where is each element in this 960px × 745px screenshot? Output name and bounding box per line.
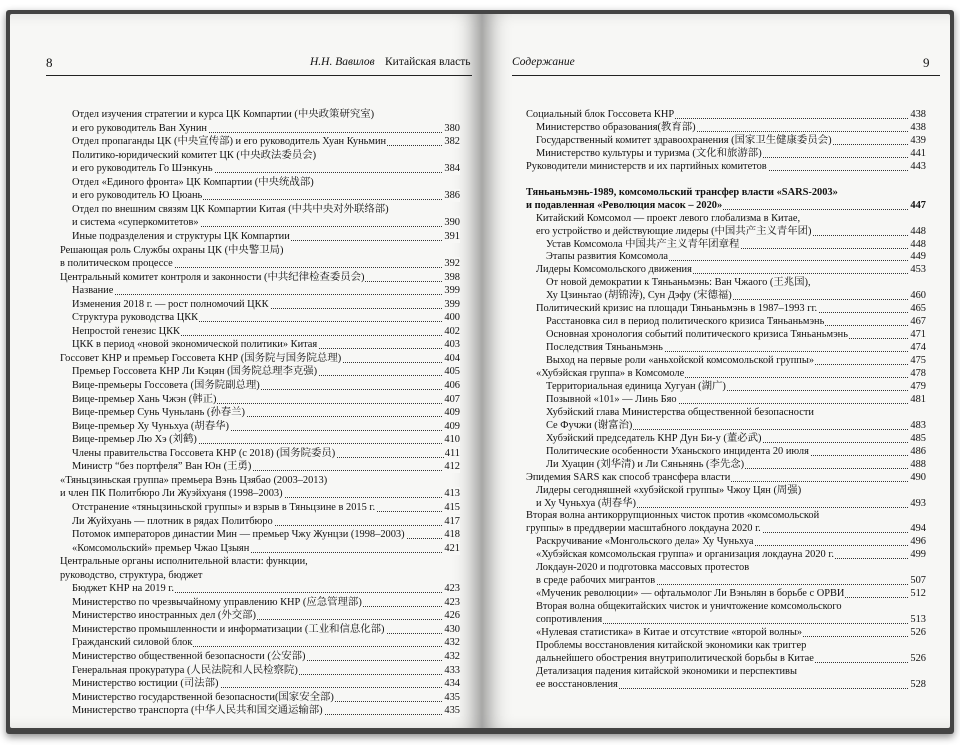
- toc-entry-page: 438: [910, 109, 926, 120]
- toc-entry-title: и его руководитель Ван Хунин: [72, 122, 207, 134]
- toc-entry-title: «Хубэйская группа» в Комсомоле: [536, 368, 685, 379]
- toc-entry-title: Министерство транспорта (中华人民共和国交通运输部): [72, 705, 323, 717]
- toc-entry-title: Центральный комитет контроля и законности (中共纪律检查委员会): [60, 271, 365, 283]
- toc-row: [526, 522, 926, 535]
- toc-entry-title: Структура руководства ЦКК: [72, 312, 199, 324]
- toc-entry-title: Министерство культуры и туризма (文化和旅游部): [536, 147, 762, 159]
- toc-row: [60, 555, 460, 568]
- toc-entry-title: дальнейшего обострения внутриполитической борьбы в Китае: [536, 652, 814, 664]
- toc-entry-title: группы» в преддверии масштабного локдауна 2020 г.: [526, 523, 761, 535]
- toc-row: [536, 639, 926, 652]
- toc-row: [546, 432, 926, 445]
- toc-entry-title: и член ПК Политбюро Ли Жуэйхуаня (1998–2003): [60, 488, 283, 500]
- toc-row: [536, 134, 926, 147]
- toc-row: [536, 587, 926, 600]
- toc-row: [72, 189, 460, 202]
- toc-entry-title: Политические особенности Уханьского инцидента 20 июля: [546, 445, 809, 457]
- toc-entry-page: 443: [910, 160, 926, 172]
- toc-entry-title: «Тяньцзиньская группа» премьера Вэнь Цзябао (2003–2013): [60, 474, 328, 486]
- toc-row: [536, 652, 926, 665]
- toc-entry-title: Отдел пропаганды ЦК (中央宣传部) и его руководитель Хуан Куньмин: [72, 136, 387, 148]
- toc-entry-page: 409: [444, 407, 460, 419]
- toc-entry-title: «Хубэйская комсомольская группа» и организация локдауна 2020 г.: [536, 549, 835, 561]
- toc-entry-page: 407: [444, 393, 460, 405]
- toc-entry-page: 404: [444, 352, 460, 364]
- toc-row: [72, 108, 460, 121]
- toc-entry-page: 380: [444, 122, 460, 134]
- running-head-title: Китайская власть: [385, 56, 471, 68]
- toc-entry-page: 434: [444, 678, 460, 690]
- toc-entry-title: Вице-премьер Лю Хэ (刘鹤): [72, 434, 197, 446]
- toc-entry-title: Руководители министерств и их партийных комитетов: [526, 160, 767, 172]
- toc-entry-page: 426: [444, 610, 460, 622]
- toc-row: [72, 691, 460, 704]
- toc-row: [526, 173, 926, 186]
- toc-entry-title: Локдаун-2020 и подготовка массовых протестов: [536, 562, 750, 574]
- toc-row: [526, 108, 926, 121]
- toc-entry-page: 438: [910, 121, 926, 133]
- toc-row: [536, 678, 926, 691]
- toc-row: [546, 380, 926, 393]
- toc-entry-title: Госсовет КНР и премьер Госсовета КНР (国务院与国务院总理): [60, 352, 342, 364]
- toc-entry-title: Члены правительства Госсовета КНР (с 2018) (国务院委员): [72, 447, 336, 459]
- toc-entry-title: Непростой генезис ЦКК: [72, 325, 180, 337]
- toc-row: [536, 121, 926, 134]
- toc-row: [72, 433, 460, 446]
- toc-entry-page: 398: [444, 271, 460, 283]
- toc-entry-page: 406: [444, 380, 460, 391]
- toc-entry-page: 448: [910, 238, 926, 250]
- toc-row: [72, 677, 460, 690]
- toc-entry-page: 433: [444, 664, 460, 676]
- toc-row: [72, 515, 460, 528]
- toc-entry-title: Китайский Комсомол — проект левого глобализма в Китае,: [536, 212, 801, 224]
- header-rule: [46, 75, 472, 76]
- toc-entry-page: 479: [910, 380, 926, 392]
- toc-entry-title: Позывной «101» — Линь Бяо: [546, 393, 677, 405]
- running-head-author: Н.Н. Вавилов: [310, 56, 375, 68]
- toc-row: [72, 623, 460, 636]
- toc-row: [72, 609, 460, 622]
- toc-entry-page: 441: [910, 147, 926, 159]
- toc-entry-title: Министерство иностранных дел (外交部): [72, 610, 256, 622]
- toc-entry-page: 400: [444, 312, 460, 324]
- toc-entry-title: Потомок императоров династии Мин — премьер Чжу Жунцзи (1998–2003): [72, 529, 405, 541]
- toc-entry-page: 481: [910, 393, 926, 405]
- toc-entry-title: Территориальная единица Хугуан (湖广): [546, 380, 726, 392]
- toc-entry-title: Отдел «Единого фронта» ЦК Компартии (中央统战部): [72, 176, 314, 188]
- toc-entry-title: Вторая волна антикоррупционных чисток против «комсомольской: [526, 510, 820, 522]
- toc-entry-title: «Мученик революции» — офтальмолог Ли Вэньлян в борьбе с ОРВИ: [536, 588, 845, 600]
- toc-entry-title: его устройство и действующие лидеры (中国共产主义青年团): [536, 225, 812, 237]
- toc-entry-page: 417: [444, 515, 460, 527]
- toc-entry-title: и его руководитель Го Шэнкунь: [72, 163, 213, 175]
- toc-entry-title: Эпидемия SARS как способ трансфера власти: [526, 471, 731, 483]
- toc-entry-page: 448: [910, 225, 926, 237]
- toc-row: [536, 147, 926, 160]
- toc-entry-title: руководство, структура, бюджет: [60, 569, 203, 581]
- toc-entry-title: сопротивления: [536, 614, 603, 626]
- toc-entry-page: 526: [910, 627, 926, 638]
- toc-entry-title: Отстранение «тяньцзиньской группы» и взрыв в Тяньцзине в 2015 г.: [72, 501, 376, 513]
- toc-entry-title: Социальный блок Госсовета КНР: [526, 109, 675, 120]
- toc-entry-page: 384: [444, 163, 460, 175]
- toc-entry-page: 486: [910, 445, 926, 457]
- toc-row: [72, 162, 460, 175]
- toc-row: [72, 420, 460, 433]
- toc-row: [60, 569, 460, 582]
- toc-entry-page: 412: [444, 461, 460, 473]
- running-head-section: Содержание: [512, 56, 575, 68]
- toc-row: [546, 238, 926, 251]
- toc-row: [60, 487, 460, 500]
- toc-entry-page: 418: [444, 529, 460, 541]
- toc-row: [72, 664, 460, 677]
- toc-entry-title: Министерство юстиции (司法部): [72, 678, 219, 690]
- toc-entry-title: Хубэйский глава Министерства общественной безопасности: [546, 406, 814, 418]
- toc-row: [72, 216, 460, 229]
- toc-entry-title: Лидеры Комсомольского движения: [536, 264, 692, 276]
- toc-entry-title: и система «суперкомитетов»: [72, 217, 199, 229]
- toc-row: [72, 365, 460, 378]
- toc-entry-page: 399: [444, 298, 460, 310]
- toc-entry-title: Выход на первые роли «аньхойской комсомольской группы»: [546, 355, 815, 367]
- toc-row: [526, 160, 926, 173]
- toc-entry-title: Устав Комсомола 中国共产主义青年团章程: [546, 238, 740, 250]
- toc-entry-page: 485: [910, 432, 926, 444]
- toc-row: [72, 636, 460, 649]
- toc-entry-title: Центральные органы исполнительной власти: функции,: [60, 556, 308, 568]
- toc-row: [546, 406, 926, 419]
- toc-row: [536, 484, 926, 497]
- toc-entry-page: 432: [444, 637, 460, 649]
- toc-entry-title: и подавленная «Революция масок – 2020»: [526, 199, 723, 211]
- toc-entry-page: 488: [910, 458, 926, 470]
- toc-row: [546, 328, 926, 341]
- toc-entry-page: 494: [910, 523, 926, 535]
- toc-row: [72, 203, 460, 216]
- toc-entry-title: и Ху Чуньхуа (胡春华): [536, 497, 636, 509]
- toc-row: [536, 548, 926, 561]
- toc-entry-title: Министерство по чрезвычайному управлению КНР (应急管理部): [72, 596, 362, 608]
- toc-entry-page: 513: [910, 614, 926, 626]
- toc-entry-page: 423: [444, 583, 460, 595]
- toc-entry-page: 410: [444, 434, 460, 446]
- toc-entry-title: Раскручивание «Монгольского дела» Ху Чуньхуа: [536, 536, 754, 548]
- toc-entry-title: Министерство государственной безопасности(国家安全部): [72, 691, 334, 703]
- toc-entry-title: и его руководитель Ю Цюань: [72, 190, 203, 202]
- right-page: [482, 14, 950, 728]
- toc-entry-page: 411: [444, 447, 460, 459]
- toc-entry-title: в политическом процессе: [60, 258, 173, 270]
- toc-entry-page: 405: [444, 366, 460, 378]
- toc-entry-title: Детализация падения китайской экономики и перспективы: [536, 665, 797, 677]
- toc-row: [72, 393, 460, 406]
- toc-row: [536, 535, 926, 548]
- toc-entry-page: 449: [910, 251, 926, 263]
- toc-entry-page: 490: [910, 471, 926, 483]
- toc-entry-page: 390: [444, 217, 460, 229]
- toc-entry-page: 526: [910, 652, 926, 664]
- toc-row: [60, 244, 460, 257]
- toc-entry-title: Вице-премьеры Госсовета (国务院副总理): [72, 380, 260, 391]
- toc-entry-title: Бюджет КНР на 2019 г.: [72, 583, 174, 595]
- toc-row: [72, 596, 460, 609]
- toc-row: [72, 379, 460, 392]
- toc-entry-title: Министерство образования(教育部): [536, 121, 696, 133]
- toc-row: [72, 338, 460, 351]
- toc-row: [72, 460, 460, 473]
- toc-row: [536, 367, 926, 380]
- toc-row: [72, 501, 460, 514]
- toc-row: [526, 186, 926, 199]
- toc-entry-page: 402: [444, 325, 460, 337]
- toc-entry-page: 499: [910, 549, 926, 561]
- toc-row: [546, 289, 926, 302]
- toc-entry-title: Министерство общественной безопасности (公安部): [72, 651, 306, 662]
- toc-row: [72, 542, 460, 555]
- toc-entry-page: 423: [444, 596, 460, 608]
- toc-entry-title: Тяньаньмэнь-1989, комсомольский трансфер власти «SARS-2003»: [526, 186, 838, 198]
- toc-entry-page: 391: [444, 230, 460, 242]
- toc-row: [60, 474, 460, 487]
- toc-entry-title: «Нулевая статистика» в Китае и отсутствие «второй волны»: [536, 627, 803, 638]
- toc-entry-page: 432: [444, 651, 460, 662]
- toc-entry-page: 493: [910, 497, 926, 509]
- toc-entry-title: Премьер Госсовета КНР Ли Кэцян (国务院总理李克强): [72, 366, 318, 378]
- toc-entry-page: 409: [444, 420, 460, 432]
- toc-entry-title: Лидеры сегодняшней «хубэйской группы» Чжоу Цян (周强): [536, 484, 802, 496]
- toc-entry-page: 392: [444, 258, 460, 270]
- toc-entry-page: 475: [910, 355, 926, 367]
- toc-row: [536, 212, 926, 225]
- toc-row: [546, 458, 926, 471]
- toc-entry-page: 415: [444, 501, 460, 513]
- toc-entry-title: в среде рабочих мигрантов: [536, 575, 656, 587]
- toc-entry-page: 435: [444, 705, 460, 717]
- toc-row: [536, 574, 926, 587]
- toc-row: [72, 284, 460, 297]
- toc-entry-title: Ли Хуацин (刘华清) и Ли Сяньнянь (李先念): [546, 458, 745, 470]
- toc-entry-title: Генеральная прокуратура (人民法院和人民检察院): [72, 664, 298, 676]
- toc-entry-title: Вторая волна общекитайских чисток и уничтожение комсомольского: [536, 601, 842, 613]
- toc-entry-page: 512: [910, 588, 926, 600]
- toc-entry-title: «Комсомольский» премьер Чжао Цзыян: [72, 542, 250, 554]
- toc-entry-page: 467: [910, 316, 926, 328]
- toc-row: [536, 613, 926, 626]
- toc-entry-page: 430: [444, 623, 460, 635]
- toc-entry-title: Се Фучжи (谢富治): [546, 419, 633, 431]
- toc-entry-page: 478: [910, 368, 926, 379]
- toc-entry-title: Хубэйский председатель КНР Дун Би-у (董必武): [546, 432, 762, 444]
- toc-row: [60, 257, 460, 270]
- toc-row: [546, 419, 926, 432]
- toc-entry-title: Вице-премьер Сунь Чуньлань (孙春兰): [72, 407, 246, 419]
- toc-entry-title: Министерство промышленности и информатизации (工业和信息化部): [72, 623, 385, 635]
- toc-row: [546, 315, 926, 328]
- toc-entry-title: Отдел изучения стратегии и курса ЦК Компартии (中央政策研究室): [72, 109, 375, 120]
- toc-row: [536, 497, 926, 510]
- toc-row: [546, 393, 926, 406]
- toc-row: [536, 225, 926, 238]
- toc-row: [536, 665, 926, 678]
- toc-entry-page: 528: [910, 678, 926, 690]
- toc-entry-page: 460: [910, 290, 926, 302]
- toc-entry-page: 496: [910, 536, 926, 548]
- toc-entry-page: 421: [444, 542, 460, 554]
- toc-row: [536, 600, 926, 613]
- page-number-right: 9: [923, 55, 930, 70]
- header-rule: [512, 75, 940, 76]
- toc-entry-title: Вице-премьер Хань Чжэн (韩正): [72, 393, 217, 405]
- toc-row: [72, 135, 460, 148]
- toc-entry-page: 453: [910, 264, 926, 276]
- toc-entry-page: 386: [444, 190, 460, 202]
- toc-entry-title: ЦКК в период «новой экономической политики» Китая: [72, 339, 318, 351]
- toc-entry-page: 435: [444, 691, 460, 703]
- toc-entry-title: Ху Цзиньтао (胡锦涛), Сун Дэфу (宋德福): [546, 290, 732, 302]
- toc-row: [72, 528, 460, 541]
- toc-row: [536, 561, 926, 574]
- toc-row: [546, 341, 926, 354]
- toc-entry-title: ее восстановления: [536, 678, 618, 690]
- toc-entry-page: 447: [910, 199, 926, 211]
- toc-row: [72, 704, 460, 717]
- toc-row: [72, 298, 460, 311]
- toc-entry-title: Государственный комитет здравоохранения (国家卫生健康委员会): [536, 134, 832, 146]
- toc-entry-page: 382: [444, 136, 460, 148]
- toc-row: [546, 354, 926, 367]
- toc-row: [60, 352, 460, 365]
- toc-entry-title: Этапы развития Комсомола: [546, 251, 669, 263]
- toc-row: [546, 445, 926, 458]
- toc-entry-page: 471: [910, 329, 926, 341]
- toc-entry-title: Отдел по внешним связям ЦК Компартии Китая (中共中央对外联络部): [72, 203, 389, 215]
- toc-row: [72, 650, 460, 663]
- toc-entry-page: 403: [444, 339, 460, 351]
- toc-entry-page: 439: [910, 134, 926, 146]
- toc-entry-title: Последствия Тяньаньмэнь: [546, 342, 663, 354]
- toc-entry-title: Гражданский силовой блок: [72, 637, 193, 649]
- toc-row: [536, 263, 926, 276]
- toc-row: [72, 176, 460, 189]
- toc-row: [546, 250, 926, 263]
- toc-entry-page: 413: [444, 488, 460, 500]
- toc-row: [72, 149, 460, 162]
- toc-row: [72, 582, 460, 595]
- toc-entry-title: Иные подразделения и структуры ЦК Компартии: [72, 230, 290, 242]
- toc-row: [536, 626, 926, 639]
- toc-entry-title: Изменения 2018 г. — рост полномочий ЦКК: [72, 298, 269, 310]
- toc-row: [526, 509, 926, 522]
- toc-entry-title: Название: [72, 285, 114, 297]
- toc-entry-title: От новой демократии к Тяньаньмэнь: Ван Чжаого (王兆国),: [546, 277, 811, 289]
- toc-entry-title: Политический кризис на площади Тяньаньмэнь в 1987–1993 гг.: [536, 303, 818, 315]
- toc-entry-page: 399: [444, 285, 460, 297]
- page-number-left: 8: [46, 55, 53, 70]
- toc-entry-title: Основная хронология событий политического кризиса Тяньаньмэнь: [546, 329, 848, 341]
- toc-row: [72, 406, 460, 419]
- toc-row: [526, 471, 926, 484]
- toc-entry-page: 507: [910, 575, 926, 587]
- toc-entry-title: Ли Жуйхуань — плотник в рядах Политбюро: [72, 515, 273, 527]
- toc-row: [72, 311, 460, 324]
- toc-row: [546, 276, 926, 289]
- toc-entry-title: Вице-премьер Ху Чуньхуа (胡春华): [72, 420, 229, 432]
- toc-row: [526, 199, 926, 212]
- leader-dots: [72, 284, 460, 295]
- toc-row: [72, 230, 460, 243]
- toc-row: [72, 325, 460, 338]
- toc-entry-page: 483: [910, 419, 926, 431]
- toc-entry-title: Министр “без портфеля” Ван Юн (王勇): [72, 461, 252, 473]
- toc-row: [60, 271, 460, 284]
- toc-entry-page: 465: [910, 303, 926, 315]
- toc-entry-title: Проблемы восстановления китайской экономики как триггер: [536, 639, 807, 651]
- toc-entry-page: 474: [910, 342, 926, 354]
- toc-row: [72, 447, 460, 460]
- toc-entry-title: Решающая роль Службы охраны ЦК (中央警卫局): [60, 244, 284, 256]
- left-page: [10, 14, 482, 728]
- toc-row: [536, 302, 926, 315]
- toc-entry-title: Расстановка сил в период политического кризиса Тяньаньмэнь: [546, 316, 825, 328]
- toc-row: [72, 122, 460, 135]
- toc-entry-title: Политико-юридический комитет ЦК (中央政法委员会): [72, 149, 317, 161]
